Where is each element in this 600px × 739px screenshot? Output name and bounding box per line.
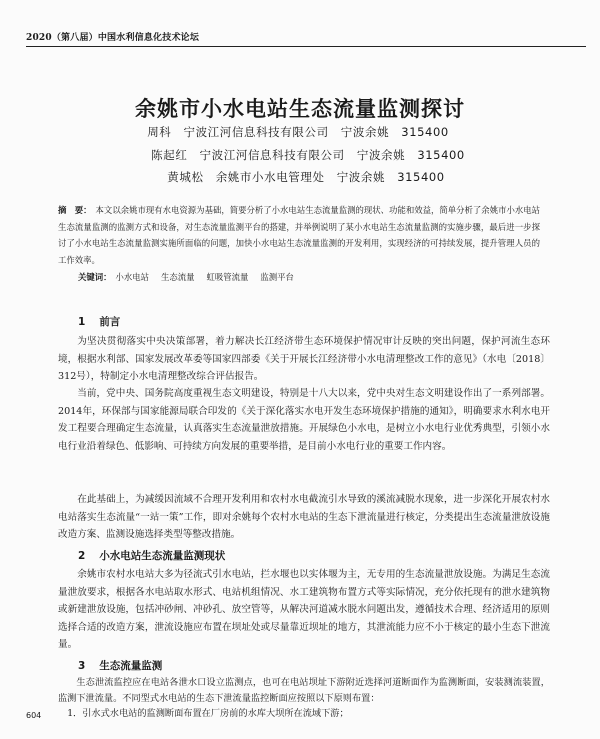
section-number: 1 [78,316,86,328]
paragraph: 生态泄流监控应在电站各泄水口设立监测点，也可在电站坝址下游附近选择河道断面作为监测断面，安装测流装置，监测下泄流量。不同型式水电站的生态下泄流量监控断面应按照以下原则布置： [58,677,550,704]
header-rule [26,46,586,47]
keyword: 监测平台 [260,272,294,282]
section-heading-3 [78,658,162,673]
author-line-2: 陈起红 宁波江河信息科技有限公司 宁波余姚 315400 [151,148,465,162]
paragraph: 为坚决贯彻落实中央决策部署，着力解决长江经济带生态环境保护情况审计反映的突出问题，保护河流生态环境，根据水利部、国家发展改革委等国家四部委《关于开展长江经济带小水电清理整改工作的意见》（水电〔2018〕312号），特制定小水电清理整改综合评估报告。 [58,336,550,383]
paragraph: 在此基础上，为减缓因流域不合理开发利用和农村水电截流引水导致的溪流减脱水现象，进一步深化开展农村水电站落实生态流量“一站一策”工作，即对余姚每个农村水电站的生态下泄流量进行核定，分类提出生态流量泄放设施改造方案、监测设施选择类型等整改措施。 [58,494,550,541]
paragraph: 1．引水式水电站的监测断面布置在厂房前的水库大坝所在流域下游； [67,708,349,719]
page-number: 604 [26,711,42,720]
keyword: 虹吸管流量 [206,272,249,282]
running-header: 2020（第八届）中国水利信息化技术论坛 [26,33,200,43]
section-title: 生态流量监测 [99,660,163,672]
abstract [58,202,540,268]
keywords-label: 关键词： [78,272,112,282]
abstract-label: 摘 要： [58,205,92,215]
author-line-1: 周科 宁波江河信息科技有限公司 宁波余姚 315400 [147,125,449,139]
section-title: 小水电站生态流量监测现状 [99,550,226,562]
paragraph: 余姚市农村水电站大多为径流式引水电站，拦水堰也以实体堰为主，无专用的生态流量泄放设施。为满足生态流量泄放要求，根据各水电站取水形式、电站机组情况、水工建筑物布置方式等实际情况，充分依托现有的泄水建筑物或新建泄放设施，包括冲砂闸、冲砂孔、放空管等，从解决河道减水脱水问题出发，遵循技术合理、经济适用的原则选择合适的改造方案，泄流设施应布置在坝址处或尽量靠近坝址的地方，其泄流能力应不小于核定的最小生态下泄流量。 [58,569,550,651]
section-title: 前言 [99,316,121,328]
author-line-3: 黄城松 余姚市小水电管理处 宁波余姚 315400 [167,170,445,184]
section-heading-2 [78,548,225,563]
section-number: 2 [78,550,86,562]
paper-title: 余姚市小水电站生态流量监测探讨 [135,96,465,121]
paragraph: 当前，党中央、国务院高度重视生态文明建设，特别是十八大以来，党中央对生态文明建设作出了一系列部署。2014年，环保部与国家能源局联合印发的《关于深化落实水电开发生态环境保护措施的通知》，明确要求水利水电开发工程要合理确定生态流量，认真落实生态流量泄放措施。开展绿色小水电，是树立小水电行业优秀典型，引领小水电行业沿着绿色、低影响、可持续方向发展的重要举措，是目前小水电行业的重要工作内容。 [58,388,550,452]
keyword: 生态流量 [161,272,195,282]
section-heading-1 [78,314,120,329]
keyword: 小水电站 [115,272,149,282]
keywords [78,271,548,283]
abstract-text: 本文以余姚市现有水电资源为基础，简要分析了小水电站生态流量监测的现状、功能和效益，简单分析了余姚市小水电站生态流量监测的监测方式和设备，对生态流量监测平台的搭建，并举例说明了某小水电站生态流量监测的实施步骤，最后进一步探讨了小水电站生态流量监测实施所面临的问题，加快小水电站生态流量监测的开发利用，实现经济的可持续发展，提升管理人员的工作效率。 [58,205,540,265]
section-number: 3 [78,660,86,672]
